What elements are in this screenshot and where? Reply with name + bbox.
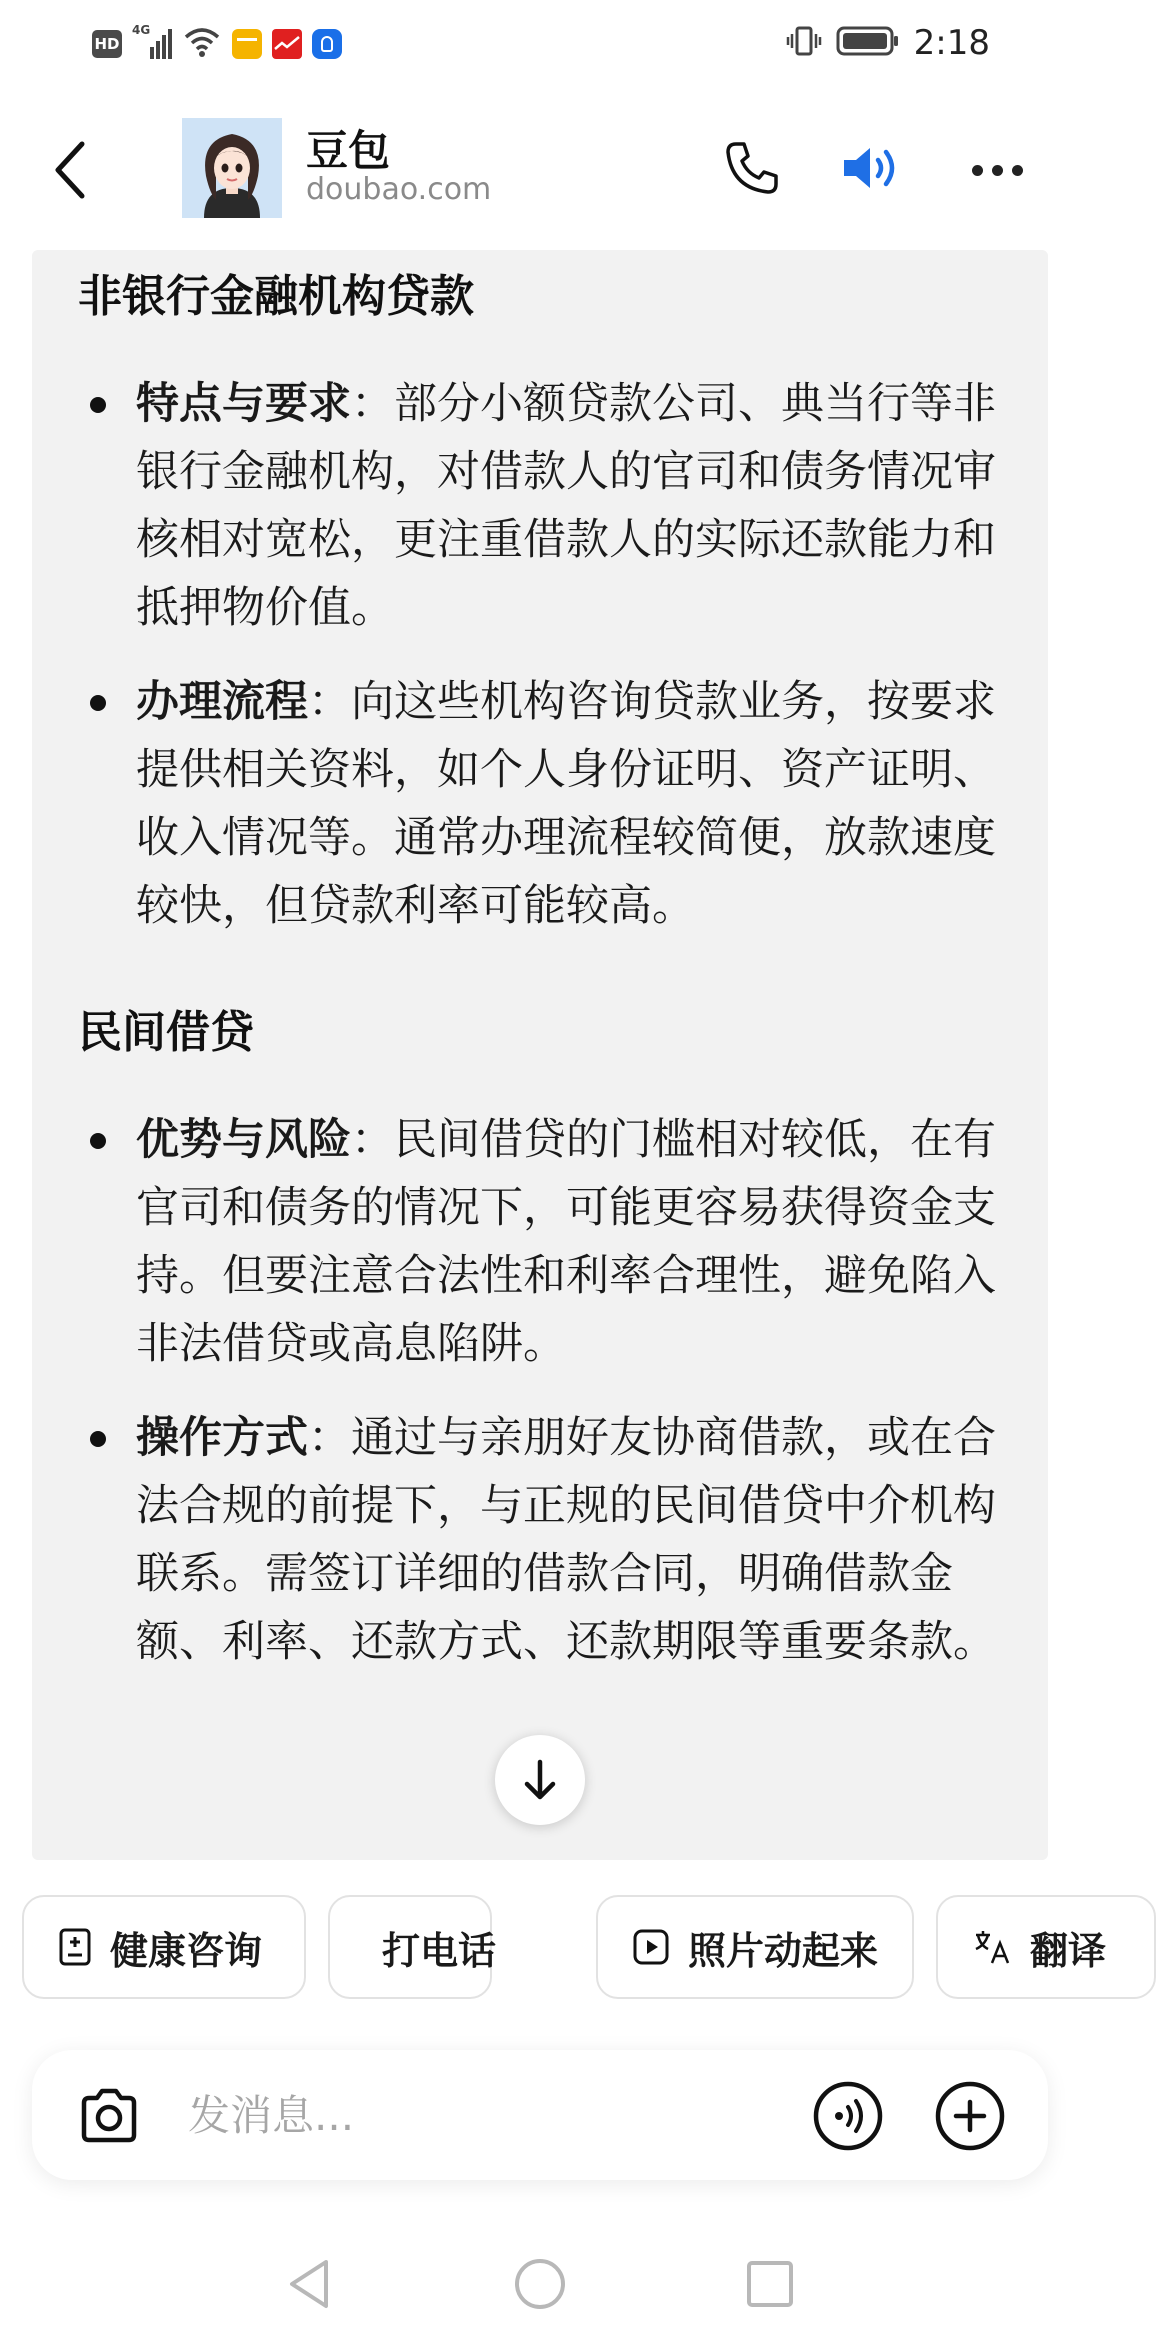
bullet-icon xyxy=(90,1431,106,1447)
system-navigation-bar xyxy=(0,2240,1080,2340)
list-item-text: ：民间借贷的门槛相对较低，在有官司和债务的情况下，可能更容易获得资金支持。但要注意合法性和利率合理性，避免陷入非法借贷或高息陷阱。 xyxy=(136,1115,996,1369)
hd-badge: HD xyxy=(92,30,122,58)
list-item xyxy=(78,668,998,940)
chip-label: 健康咨询 xyxy=(110,1928,263,1973)
vibrate-icon xyxy=(786,24,822,62)
list-item-text: ：部分小额贷款公司、典当行等非银行金融机构，对借款人的官司和债务情况审核相对宽松，更注重借款人的实际还款能力和抵押物价值。 xyxy=(136,379,996,633)
camera-icon xyxy=(76,2083,142,2149)
list-item-label: 特点与要求 xyxy=(136,379,351,429)
network-type-label: 4G xyxy=(132,23,151,37)
message-input[interactable] xyxy=(188,2080,788,2150)
chip-translate[interactable] xyxy=(936,1895,1156,1999)
plus-circle-icon xyxy=(934,2080,1006,2152)
chip-label: 打电话 xyxy=(382,1928,497,1973)
health-doc-icon xyxy=(58,1927,92,1967)
list-item-text: ：向这些机构咨询贷款业务，按要求提供相关资料，如个人身份证明、资产证明、收入情况等。通常办理流程较简便，放款速度较快，但贷款利率可能较高。 xyxy=(136,677,996,931)
chat-header xyxy=(0,100,1080,250)
chip-label: 照片动起来 xyxy=(688,1928,879,1973)
triangle-back-icon xyxy=(282,2256,338,2312)
camera-button[interactable] xyxy=(76,2083,142,2149)
voice-icon xyxy=(812,2080,884,2152)
list-item-text: ：通过与亲朋好友协商借款，或在合法合规的前提下，与正规的民间借贷中介机构联系。需签订详细的借款合同，明确借款金额、利率、还款方式、还款期限等重要条款。 xyxy=(136,1413,996,1667)
translate-icon xyxy=(972,1927,1012,1967)
chip-label: 翻译 xyxy=(1030,1928,1107,1973)
wifi-icon xyxy=(182,25,222,63)
bullet-icon xyxy=(90,695,106,711)
scroll-to-bottom-button[interactable] xyxy=(495,1735,585,1825)
list-item-label: 办理流程 xyxy=(136,677,308,727)
list-item xyxy=(78,370,998,642)
app-notification-red-icon xyxy=(272,29,302,59)
quick-actions-row xyxy=(22,1895,1107,2001)
more-dots-icon xyxy=(972,165,983,176)
bullet-icon xyxy=(90,397,106,413)
nav-home-button[interactable] xyxy=(512,2256,568,2312)
speaker-on-icon xyxy=(838,138,908,198)
signal-icon xyxy=(132,23,172,61)
voice-input-button[interactable] xyxy=(812,2080,884,2152)
phone-icon xyxy=(722,138,782,198)
list-item-label: 优势与风险 xyxy=(136,1115,351,1165)
chip-animate-photo[interactable] xyxy=(596,1895,914,1999)
list-item-label: 操作方式 xyxy=(136,1413,308,1463)
add-attachment-button[interactable] xyxy=(934,2080,1006,2152)
chat-subtitle: doubao.com xyxy=(306,172,492,207)
speaker-toggle-button[interactable] xyxy=(838,138,908,198)
list-item xyxy=(78,1404,998,1676)
chip-health-consult[interactable] xyxy=(22,1895,306,1999)
status-icons-right xyxy=(786,20,990,66)
chevron-left-icon xyxy=(50,138,90,202)
section-heading-nonbank: 非银行金融机构贷款 xyxy=(78,271,474,322)
chat-title: 豆包 xyxy=(306,126,391,175)
app-notification-yellow-icon xyxy=(232,29,262,59)
nav-recents-button[interactable] xyxy=(744,2258,796,2310)
arrow-down-icon xyxy=(520,1758,560,1802)
bullet-icon xyxy=(90,1133,106,1149)
battery-icon xyxy=(836,25,900,61)
more-options-button[interactable] xyxy=(962,150,1032,190)
nav-back-button[interactable] xyxy=(282,2256,338,2312)
back-button[interactable] xyxy=(40,130,100,210)
app-notification-blue-icon xyxy=(312,29,342,59)
list-item xyxy=(78,1106,998,1378)
play-icon xyxy=(632,1928,670,1966)
assistant-message-content xyxy=(78,262,998,1702)
status-time: 2:18 xyxy=(913,23,990,63)
status-bar xyxy=(0,0,1080,90)
section-heading-private-lending: 民间借贷 xyxy=(78,1007,254,1058)
avatar[interactable] xyxy=(182,118,282,218)
circle-home-icon xyxy=(512,2256,568,2312)
call-button[interactable] xyxy=(722,138,782,198)
status-icons-left xyxy=(92,24,342,64)
chip-call[interactable] xyxy=(328,1895,497,1999)
square-recents-icon xyxy=(744,2258,796,2310)
message-input-bar xyxy=(32,2050,1048,2180)
